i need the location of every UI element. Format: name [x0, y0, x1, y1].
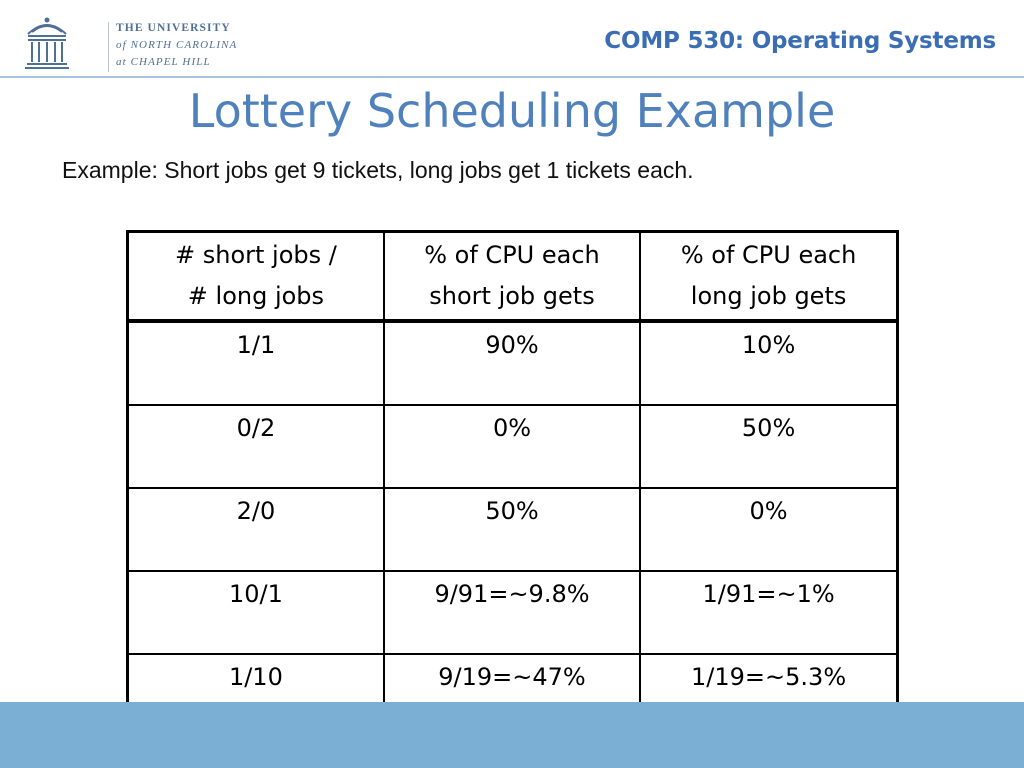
table-row [128, 321, 898, 405]
table-row [128, 488, 898, 571]
table-cell: 1/19=~5.3% [640, 654, 897, 738]
table-cell: 10/1 [128, 571, 384, 654]
header-line: long job gets [690, 282, 847, 310]
table-cell: 10% [640, 321, 897, 405]
table-cell: 0% [384, 405, 640, 488]
header-rule [0, 76, 1024, 78]
table-cell: 50% [640, 405, 897, 488]
header-line: # short jobs / [174, 241, 337, 269]
course-title: COMP 530: Operating Systems [604, 28, 996, 54]
table-cell: 2/0 [128, 488, 384, 571]
header-cell-job-ratio [128, 232, 384, 322]
logo-line-campus: at CHAPEL HILL [116, 56, 211, 68]
table-header-row [128, 232, 898, 322]
logo-line-university: THE UNIVERSITY [116, 22, 231, 34]
logo-divider [108, 22, 109, 72]
slide-subtitle: Example: Short jobs get 9 tickets, long jobs get 1 tickets each. [62, 157, 694, 183]
table-cell: 1/91=~1% [640, 571, 897, 654]
table-cell: 1/10 [128, 654, 384, 738]
old-well-icon [24, 12, 70, 72]
university-logo [24, 12, 254, 72]
footer-band [0, 702, 1024, 768]
scheduling-table [126, 230, 899, 739]
table-row [128, 405, 898, 488]
logo-wordmark [116, 20, 237, 71]
header-line: # long jobs [187, 282, 325, 310]
table-cell: 9/91=~9.8% [384, 571, 640, 654]
table-cell: 1/1 [128, 321, 384, 405]
slide-title: Lottery Scheduling Example [188, 84, 836, 138]
table-cell: 90% [384, 321, 640, 405]
header-cell-long-cpu [640, 232, 897, 322]
table-cell: 9/19=~47% [384, 654, 640, 738]
table-cell: 50% [384, 488, 640, 571]
table-cell: 0/2 [128, 405, 384, 488]
header-cell-short-cpu [384, 232, 640, 322]
header-line: % of CPU each [680, 241, 857, 269]
header-line: % of CPU each [424, 241, 600, 269]
table-row [128, 571, 898, 654]
header-line: short job gets [429, 282, 595, 310]
logo-line-state: of NORTH CAROLINA [116, 39, 238, 51]
table-cell: 0% [640, 488, 897, 571]
